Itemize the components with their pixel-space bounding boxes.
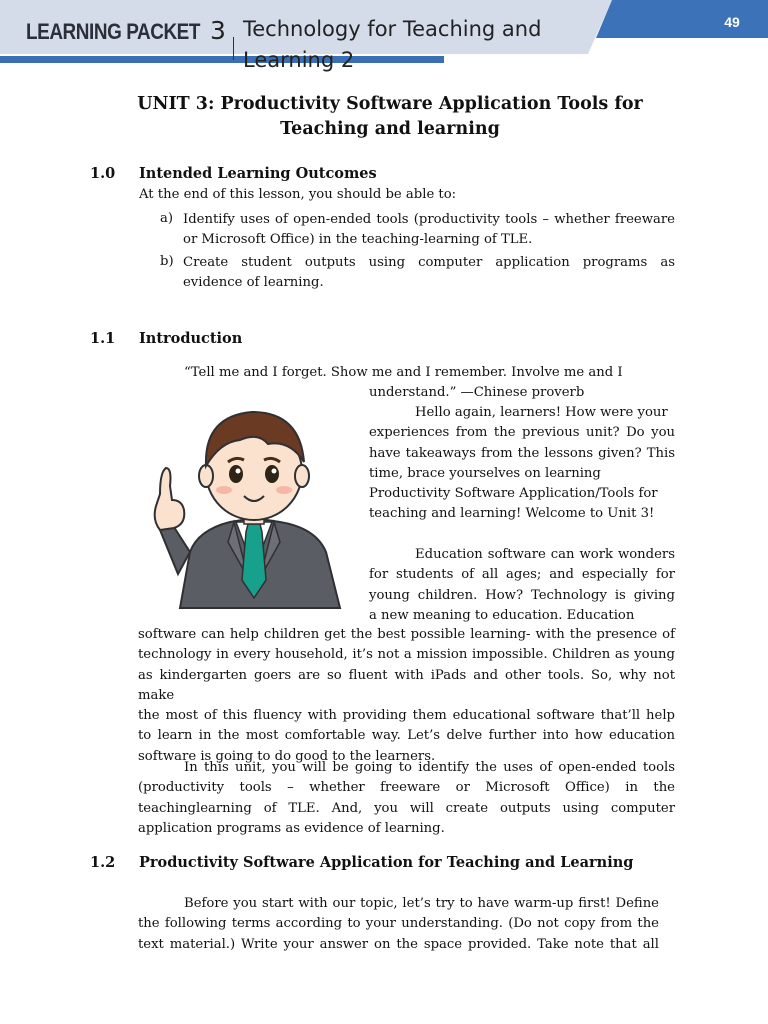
learning-packet-label: LEARNING PACKET	[26, 19, 201, 44]
page-number: 49	[724, 14, 740, 30]
intro-paragraph	[369, 403, 675, 525]
paragraph-line: teaching and learning! Welcome to Unit 3!	[369, 506, 655, 522]
education-paragraph-continued	[138, 625, 675, 767]
list-item-line: or Microsoft Office) in the teaching-learning of TLE.	[183, 232, 533, 248]
course-title-line: Technology for Teaching and	[243, 17, 542, 41]
unit-overview-paragraph	[138, 758, 675, 839]
list-item	[183, 253, 675, 294]
header-separator	[233, 37, 234, 60]
paragraph-line: experiences from the previous unit? Do you	[369, 425, 675, 441]
paragraph-line: Education software can work wonders	[415, 547, 675, 562]
paragraph-line: a new meaning to education. Education	[369, 607, 635, 623]
section-heading: Introduction	[139, 330, 243, 347]
paragraph-line: software can help children get the best possible learning- with the presence of	[138, 627, 675, 642]
section-heading: Productivity Software Application for Teaching and Learning	[139, 854, 634, 871]
course-title	[243, 14, 573, 76]
unit-title-line: Teaching and learning	[280, 119, 500, 139]
paragraph-line: young children. How? Technology is giving	[369, 587, 675, 603]
warmup-paragraph	[138, 894, 659, 955]
proverb-quote: “Tell me and I forget. Show me and I remember. Involve me and I	[184, 365, 623, 380]
paragraph-line: Before you start with our topic, let’s try to have warm-up first! Define	[184, 896, 659, 911]
list-item	[183, 210, 675, 251]
list-item-line: Identify uses of open-ended tools (productivity tools – whether freeware	[183, 212, 675, 227]
education-paragraph	[369, 545, 675, 626]
paragraph-line: time, brace yourselves on learning	[369, 465, 601, 481]
list-marker: b)	[160, 254, 174, 269]
paragraph-line: for students of all ages; and especially for	[369, 567, 675, 583]
section-number: 1.0	[90, 165, 116, 182]
list-item-line: evidence of learning.	[183, 275, 324, 291]
list-marker: a)	[160, 211, 174, 226]
paragraph-line: to learn in the most comfortable way. Let’s delve further into how education	[138, 728, 675, 744]
paragraph-line: text material.) Write your answer on the space provided. Take note that all	[138, 936, 659, 952]
paragraph-line: the most of this fluency with providing them educational software that’ll help	[138, 708, 675, 724]
paragraph-line: as kindergarten goers are so fluent with iPads and other tools. So, why not make	[138, 667, 675, 703]
unit-number: 3	[210, 16, 226, 45]
paragraph-line: Productivity Software Application/Tools for	[369, 486, 658, 502]
unit-title-line: UNIT 3: Productivity Software Application Tools for	[137, 94, 643, 114]
paragraph-line: the following terms according to your understanding. (Do not copy from the	[138, 916, 659, 932]
section-number: 1.2	[90, 854, 116, 871]
list-item-line: Create student outputs using computer application programs as	[183, 255, 675, 270]
teacher-pointing-icon	[150, 402, 358, 614]
unit-title	[120, 92, 660, 142]
section-number: 1.1	[90, 330, 116, 347]
paragraph-line: Hello again, learners! How were your	[415, 405, 668, 420]
section-lead: At the end of this lesson, you should be able to:	[139, 187, 457, 202]
paragraph-line: technology in every household, it’s not a mission impossible. Children as young	[138, 647, 675, 663]
paragraph-line: application programs as evidence of learning.	[138, 820, 445, 836]
course-title-line: Learning 2	[243, 48, 355, 72]
paragraph-line: In this unit, you will be going to identify the uses of open-ended tools	[184, 760, 675, 775]
section-heading: Intended Learning Outcomes	[139, 165, 377, 182]
paragraph-line: teachinglearning of TLE. And, you will create outputs using computer	[138, 800, 675, 816]
proverb-attribution: understand.” —Chinese proverb	[369, 385, 585, 400]
paragraph-line: have takeaways from the lessons given? This	[369, 445, 675, 461]
paragraph-line: (productivity tools – whether freeware or Microsoft Office) in the	[138, 780, 675, 796]
paragraph-line: software is going to do good to the learners.	[138, 748, 436, 764]
